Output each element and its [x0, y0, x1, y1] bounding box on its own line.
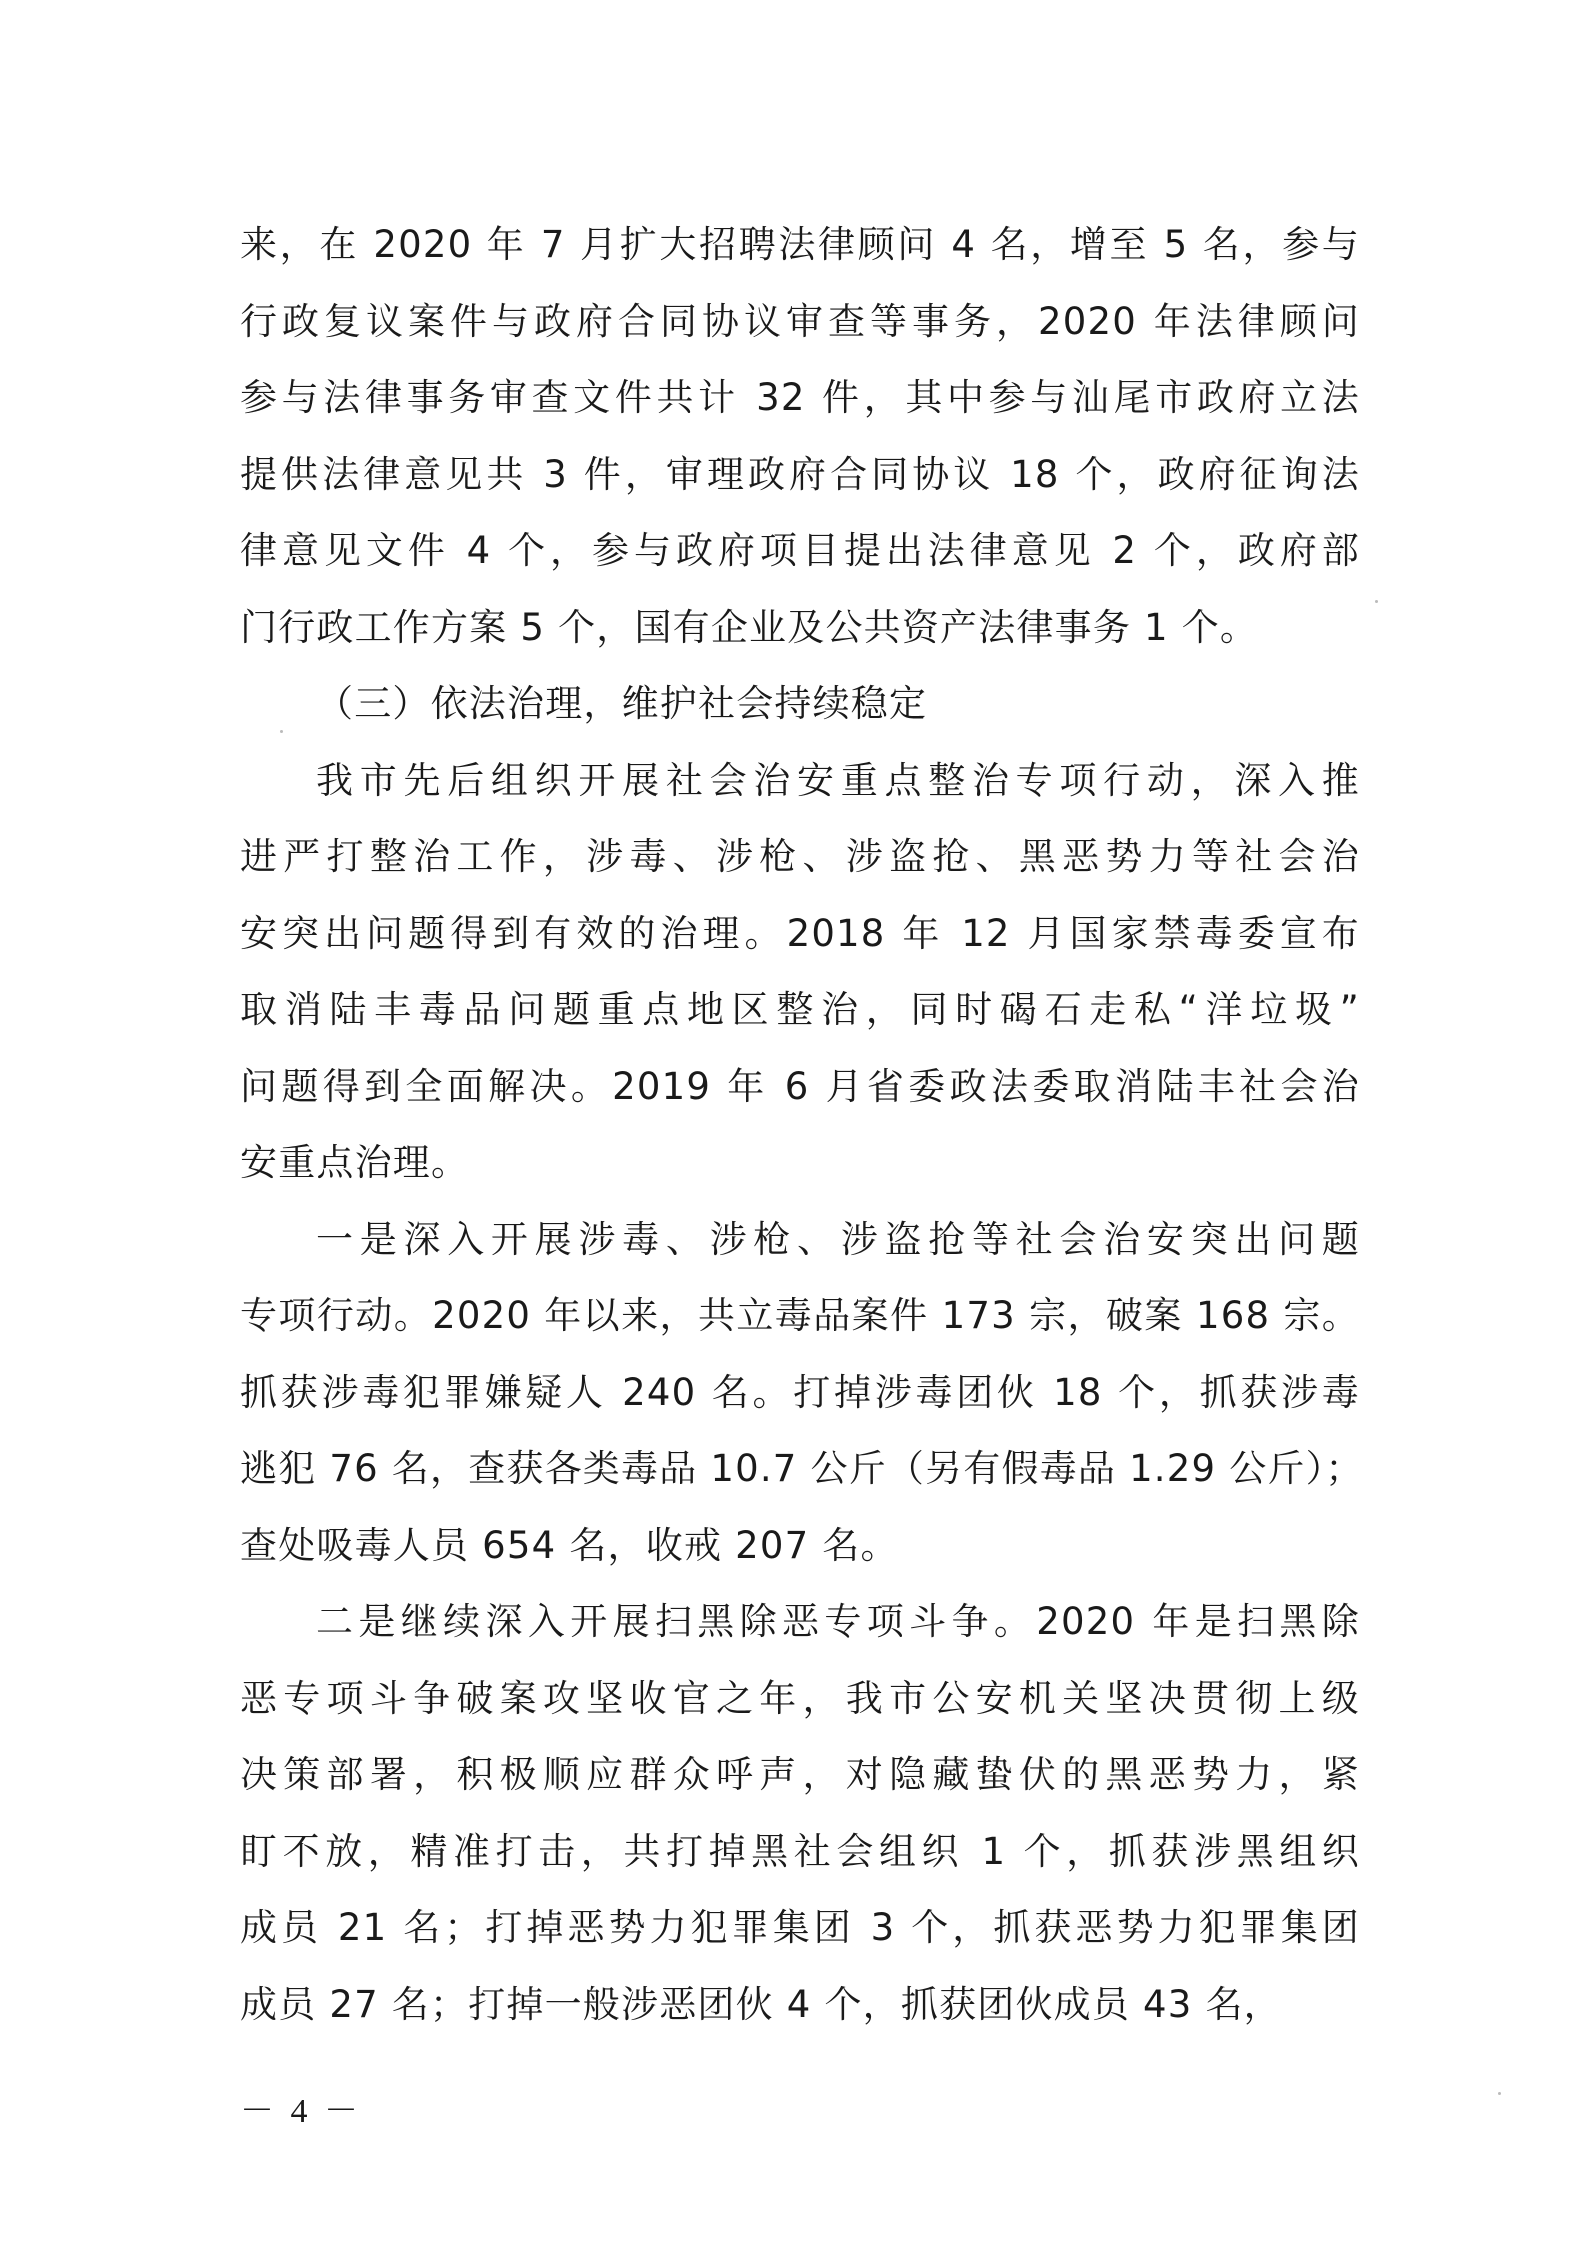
paragraph-drug-enforcement: [240, 1202, 1364, 1585]
section-heading-text: （三）依法治理，维护社会持续稳定: [316, 682, 928, 725]
text-line: 成员 21 名；打掉恶势力犯罪集团 3 个，抓获恶势力犯罪集团: [240, 1906, 1360, 1949]
text-line: 安重点治理。: [240, 1141, 470, 1184]
text-line: 门行政工作方案 5 个，国有企业及公共资产法律事务 1 个。: [240, 605, 1259, 649]
text-line: 查处吸毒人员 654 名，收戒 207 名。: [240, 1523, 899, 1567]
paragraph-governance-overview: [240, 743, 1360, 1202]
section-heading: [240, 666, 1360, 743]
text-line: 参与法律事务审查文件共计 32 件，其中参与汕尾市政府立法: [240, 376, 1360, 419]
paragraph-anti-gang-campaign: [240, 1584, 1360, 2043]
paragraph-continuation: [240, 207, 1360, 666]
body-text: [240, 207, 1364, 2043]
text-line: 二是继续深入开展扫黑除恶专项斗争。2020 年是扫黑除: [316, 1600, 1360, 1643]
text-line: 我市先后组织开展社会治安重点整治专项行动，深入推: [316, 758, 1360, 802]
text-line: 进严打整治工作，涉毒、涉枪、涉盗抢、黑恶势力等社会治: [240, 835, 1360, 878]
text-line: 一是深入开展涉毒、涉枪、涉盗抢等社会治安突出问题: [316, 1217, 1360, 1261]
text-line: 取消陆丰毒品问题重点地区整治，同时碣石走私“洋垃圾”: [240, 988, 1360, 1031]
text-line: 抓获涉毒犯罪嫌疑人 240 名。打掉涉毒团伙 18 个，抓获涉毒: [240, 1370, 1360, 1414]
scan-speck: [280, 730, 283, 733]
text-line: 问题得到全面解决。2019 年 6 月省委政法委取消陆丰社会治: [240, 1064, 1360, 1108]
text-line: 律意见文件 4 个，参与政府项目提出法律意见 2 个，政府部: [240, 529, 1360, 572]
text-line: 盯不放，精准打击，共打掉黑社会组织 1 个，抓获涉黑组织: [240, 1829, 1360, 1873]
scan-speck: [1375, 600, 1378, 603]
text-line: 来，在 2020 年 7 月扩大招聘法律顾问 4 名，增至 5 名，参与: [240, 223, 1360, 266]
text-line: 安突出问题得到有效的治理。2018 年 12 月国家禁毒委宣布: [240, 911, 1360, 955]
text-line: 恶专项斗争破案攻坚收官之年，我市公安机关坚决贯彻上级: [240, 1676, 1360, 1720]
text-line: 专项行动。2020 年以来，共立毒品案件 173 宗，破案 168 宗。: [240, 1294, 1360, 1337]
text-line: 逃犯 76 名，查获各类毒品 10.7 公斤（另有假毒品 1.29 公斤）；: [240, 1447, 1364, 1490]
text-line: 提供法律意见共 3 件，审理政府合同协议 18 个，政府征询法: [240, 452, 1360, 496]
text-line: 行政复议案件与政府合同协议审查等事务，2020 年法律顾问: [240, 299, 1360, 343]
page-number: － 4 －: [240, 2093, 362, 2130]
text-line: 成员 27 名；打掉一般涉恶团伙 4 个，抓获团伙成员 43 名，: [240, 1982, 1282, 2026]
text-line: 决策部署，积极顺应群众呼声，对隐藏蛰伏的黑恶势力，紧: [240, 1753, 1360, 1796]
scan-speck: [1498, 2092, 1501, 2095]
